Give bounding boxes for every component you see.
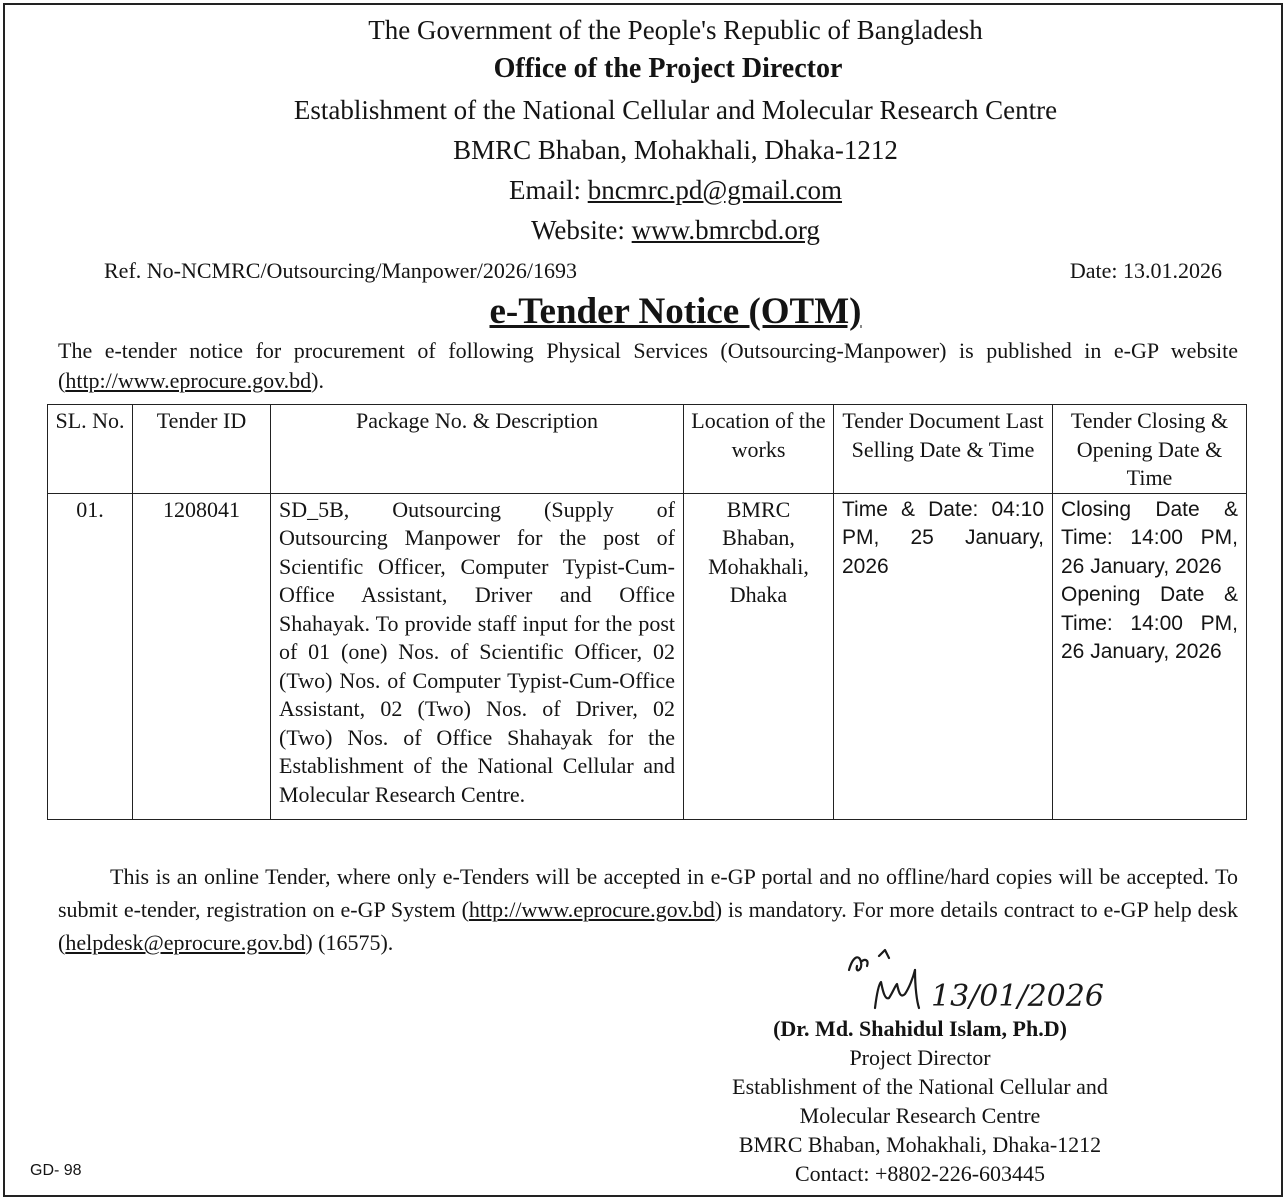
header-closing: Tender Closing & Opening Date & Time bbox=[1053, 405, 1247, 494]
footer-eprocure-link[interactable]: http://www.eprocure.gov.bd bbox=[468, 897, 715, 922]
footer-helpdesk-link[interactable]: helpdesk@eprocure.gov.bd bbox=[65, 930, 306, 955]
cell-sl: 01. bbox=[48, 493, 133, 820]
intro-paragraph bbox=[58, 336, 1238, 396]
handwritten-signature-icon bbox=[845, 948, 1105, 1018]
reference-number: Ref. No-NCMRC/Outsourcing/Manpower/2026/1693 bbox=[104, 258, 577, 283]
opening-text: Opening Date & Time: 14:00 PM, 26 January, 2026 bbox=[1061, 583, 1238, 663]
closing-text: Closing Date & Time: 14:00 PM, 26 January, 2026 bbox=[1061, 497, 1238, 578]
footer-paragraph bbox=[58, 860, 1238, 959]
header-doc-selling: Tender Document Last Selling Date & Time bbox=[834, 405, 1053, 494]
notice-title bbox=[0, 290, 1286, 333]
intro-eprocure-link[interactable]: http://www.eprocure.gov.bd bbox=[65, 368, 312, 393]
tender-table bbox=[47, 404, 1247, 820]
handwritten-date: 13/01/2026 bbox=[931, 979, 1104, 1014]
header-package: Package No. & Description bbox=[271, 405, 684, 494]
letterhead bbox=[0, 12, 1286, 250]
footer-text-1: This is an online Tender, where only e-Tenders will be accepted in e-GP portal and no offline/hard copies will be accepted. To submit e-tender, registration on e-GP System ( bbox=[58, 864, 1238, 922]
footer-text-2: ) is mandatory. For more details contract to e-GP help desk ( bbox=[58, 897, 1239, 955]
establishment-line: Establishment of the National Cellular and Molecular Research Centre bbox=[293, 95, 1058, 125]
intro-text: The e-tender notice for procurement of following Physical Services (Outsourcing-Manpower) is published in e-GP website ( bbox=[58, 338, 1238, 393]
notice-date: Date: 13.01.2026 bbox=[1069, 258, 1222, 283]
cell-package-description: SD_5B, Outsourcing (Supply of Outsourcing Manpower for the post of Scientific Officer, Computer Typist-Cum-Office Assistant, Driver and Office Shahayak. To provide staff input for the post of 01 (one) Nos. of Scientific Officer, 02 (Two) Nos. of Computer Typist-Cum-Office Assistant, 02 (Two) Nos. of Driver, 02 (Two) Nos. of Office Shahayak for the Establishment of the National Cellular and Molecular Research Centre. bbox=[271, 493, 684, 820]
email-label: Email: bbox=[508, 175, 581, 205]
notice-title-text: e-Tender Notice (OTM) bbox=[489, 291, 862, 332]
cell-doc-selling bbox=[834, 493, 1053, 820]
header-sl: SL. No. bbox=[48, 405, 133, 494]
cell-tender-id: 1208041 bbox=[133, 493, 271, 820]
signatory-org-line-2: Molecular Research Centre bbox=[799, 1103, 1041, 1128]
signatory-address: BMRC Bhaban, Mohakhali, Dhaka-1212 bbox=[738, 1132, 1102, 1157]
website-line bbox=[65, 210, 1286, 250]
table-header-row bbox=[48, 405, 1247, 494]
doc-selling-text: Time & Date: 04:10 PM, 25 January, 2026 bbox=[842, 497, 1044, 578]
header-location: Location of the works bbox=[684, 405, 834, 494]
signatory-designation: Project Director bbox=[849, 1045, 991, 1070]
signatory-name: (Dr. Md. Shahidul Islam, Ph.D) bbox=[773, 1016, 1067, 1041]
header-tender-id: Tender ID bbox=[133, 405, 271, 494]
table-row bbox=[48, 493, 1247, 820]
footer-text-3: ) (16575). bbox=[305, 930, 394, 955]
intro-end: ). bbox=[311, 368, 324, 393]
cell-location: BMRC Bhaban, Mohakhali, Dhaka bbox=[684, 493, 834, 820]
document-code: GD- 98 bbox=[30, 1162, 82, 1179]
website-link[interactable]: www.bmrcbd.org bbox=[631, 215, 820, 245]
cell-closing-opening bbox=[1053, 493, 1247, 820]
email-link[interactable]: bncmrc.pd@gmail.com bbox=[587, 175, 843, 205]
government-line: The Government of the People's Republic of Bangladesh bbox=[368, 15, 983, 45]
office-line: Office of the Project Director bbox=[493, 53, 843, 84]
signatory-org-line-1: Establishment of the National Cellular and bbox=[732, 1074, 1108, 1099]
signatory-block bbox=[690, 1014, 1150, 1188]
signatory-contact: Contact: +8802-226-603445 bbox=[794, 1161, 1046, 1186]
website-label: Website: bbox=[531, 215, 625, 245]
address-line: BMRC Bhaban, Mohakhali, Dhaka-1212 bbox=[453, 135, 898, 165]
email-line bbox=[65, 170, 1286, 210]
